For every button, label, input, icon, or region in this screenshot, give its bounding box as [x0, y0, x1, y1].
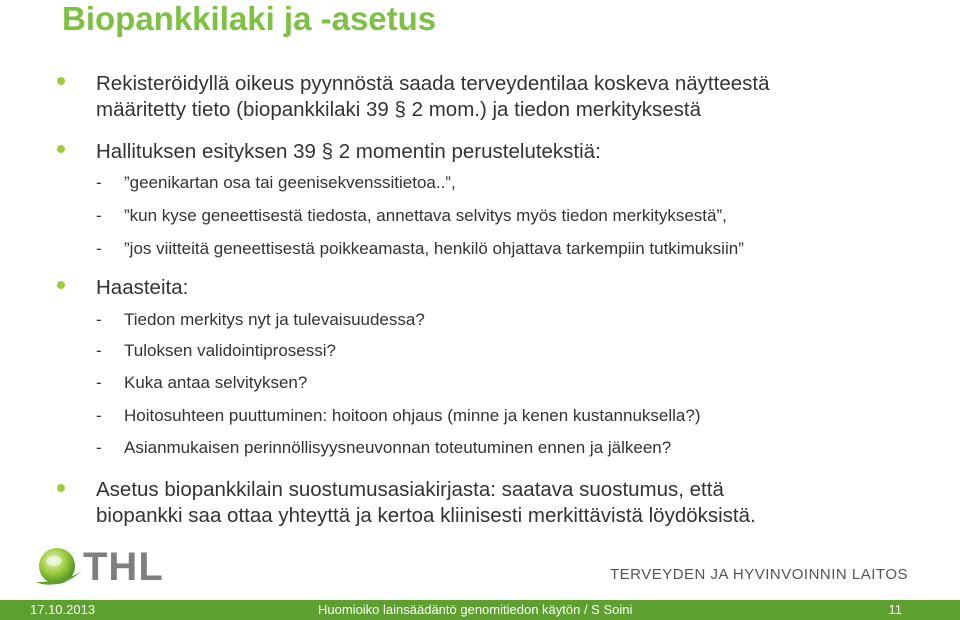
bullet-3-sub-5: Asianmukaisen perinnöllisyysneuvonnan toteutuminen ennen ja jälkeen? [124, 438, 672, 457]
bullet-2-sub-2: ”kun kyse geneettisestä tiedosta, annettava selvitys myös tiedon merkityksestä”, [124, 206, 727, 225]
bullet-marker [57, 145, 65, 153]
dash-marker: - [96, 310, 102, 329]
organization-name: TERVEYDEN JA HYVINVOINNIN LAITOS [609, 566, 908, 583]
bullet-3-sub-1: Tiedon merkitys nyt ja tulevaisuudessa? [124, 310, 425, 329]
bullet-1-line-1: Rekisteröidyllä oikeus pyynnöstä saada terveydentilaa koskeva näytteestä [96, 72, 770, 95]
bullet-2-text: Hallituksen esityksen 39 § 2 momentin perustelutekstiä: [96, 140, 601, 163]
dash-marker: - [96, 341, 102, 360]
bullet-2-sub-3: ”jos viitteitä geneettisestä poikkeamasta, henkilö ohjattava tarkempiin tutkimuksiin” [124, 239, 744, 258]
dash-marker: - [96, 173, 102, 192]
bullet-marker [57, 484, 65, 492]
bullet-3-sub-4: Hoitosuhteen puuttuminen: hoitoon ohjaus (minne ja kenen kustannuksella?) [124, 406, 701, 425]
bullet-4-line-2: biopankki saa ottaa yhteyttä ja kertoa kliinisesti merkittävistä löydöksistä. [96, 504, 756, 527]
page-number: 11 [888, 602, 902, 617]
bullet-3-sub-2: Tuloksen validointiprosessi? [124, 341, 336, 360]
bullet-2-sub-1: ”geenikartan osa tai geenisekvenssitietoa..”, [124, 173, 456, 192]
bullet-4-line-1: Asetus biopankkilain suostumusasiakirjasta: saatava suostumus, että [96, 478, 724, 501]
dash-marker: - [96, 239, 102, 258]
dash-marker: - [96, 373, 102, 392]
slide-title: Biopankkilaki ja -asetus [62, 0, 437, 37]
bullet-marker [57, 77, 65, 85]
dash-marker: - [96, 406, 102, 425]
thl-logo-text: THL [83, 545, 164, 589]
bullet-1-line-2: määritetty tieto (biopankkilaki 39 § 2 mom.) ja tiedon merkityksestä [96, 98, 702, 121]
footer-caption: Huomioiko lainsäädäntö genomitiedon käytön / S Soini [318, 602, 633, 617]
footer-date: 17.10.2013 [30, 602, 96, 617]
dash-marker: - [96, 438, 102, 457]
bullet-3-sub-3: Kuka antaa selvityksen? [124, 373, 308, 392]
dash-marker: - [96, 206, 102, 225]
bullet-marker [57, 281, 65, 289]
slide-footer [0, 600, 960, 620]
bullet-3-text: Haasteita: [96, 276, 189, 299]
